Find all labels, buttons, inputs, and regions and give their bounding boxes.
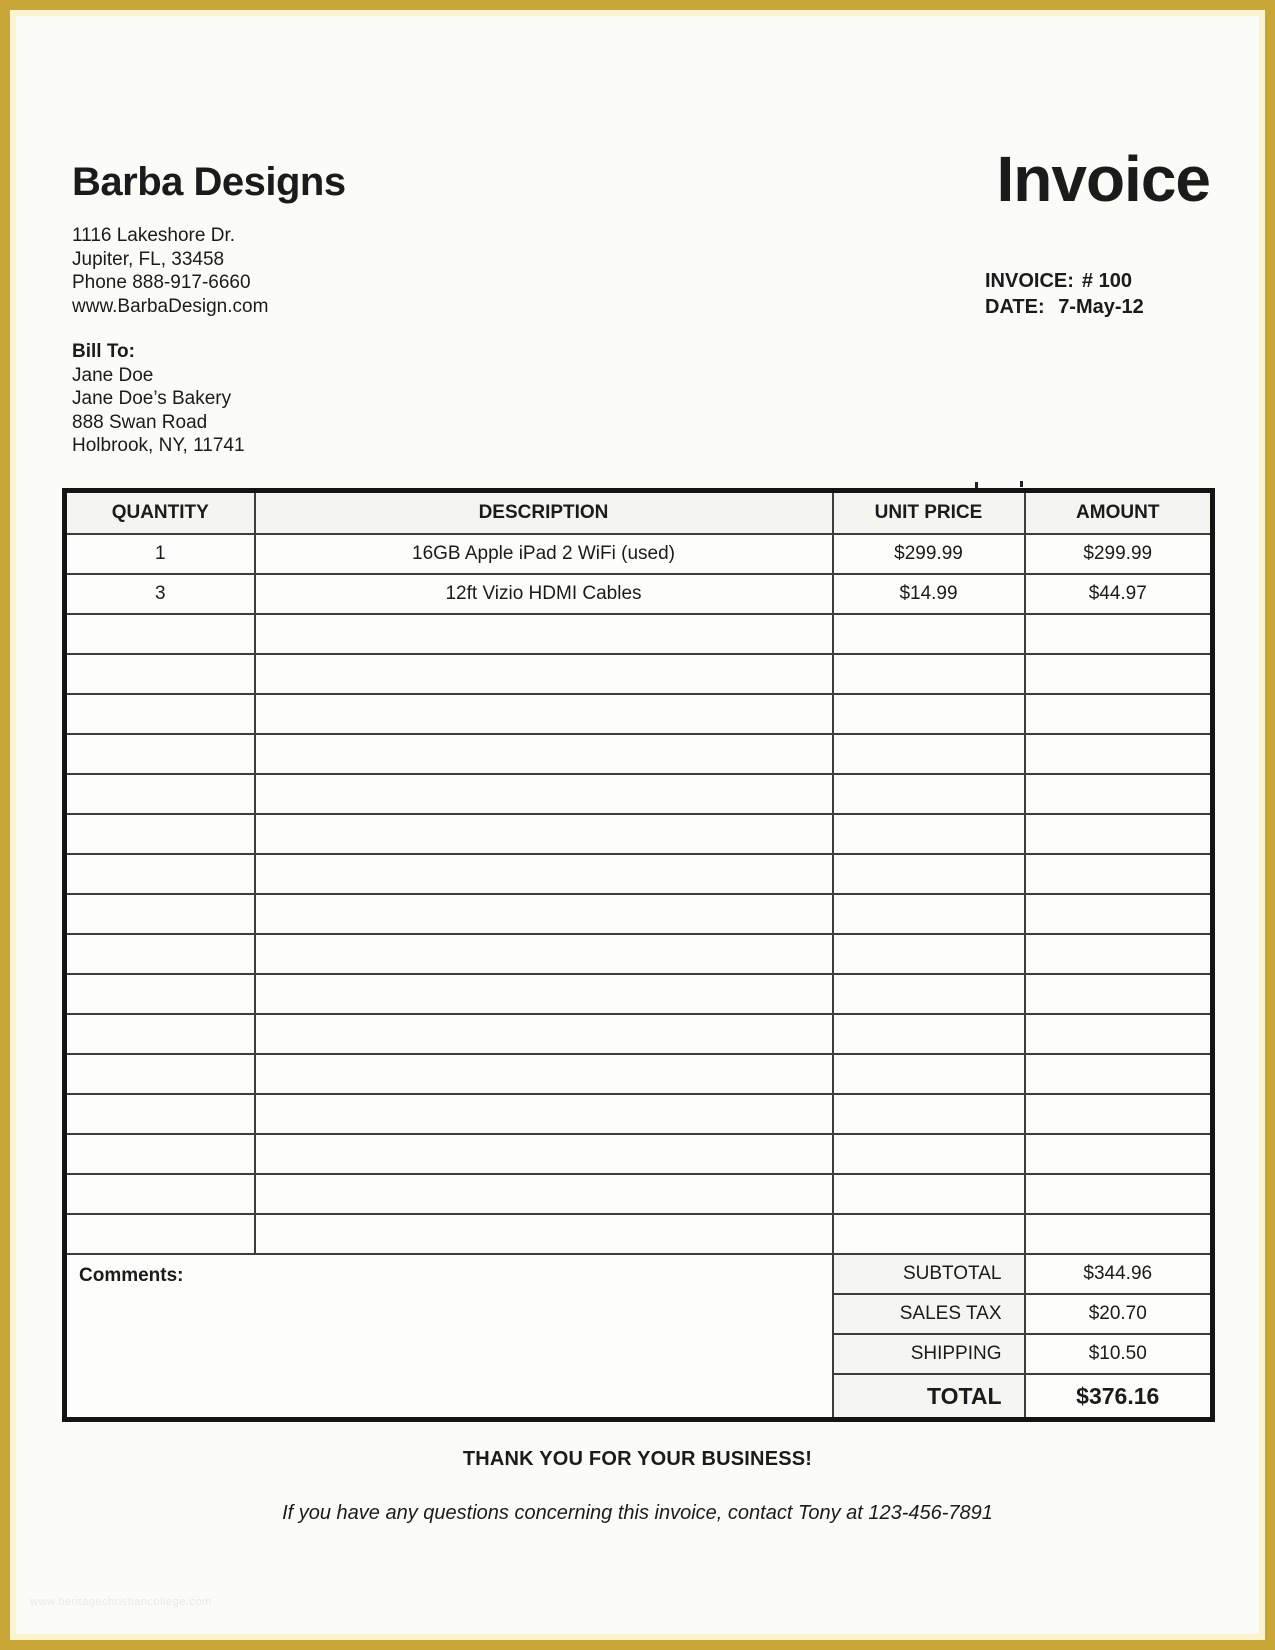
quantity-cell (65, 974, 255, 1014)
column-header-amount: AMOUNT (1025, 491, 1213, 535)
quantity-cell (65, 734, 255, 774)
empty-row (65, 1214, 1213, 1254)
amount-cell (1025, 774, 1213, 814)
unit-price-cell (833, 614, 1025, 654)
amount-cell (1025, 734, 1213, 774)
bill-to-lines (72, 364, 245, 458)
bill-to-label: Bill To: (72, 341, 135, 362)
invoice-date-label: DATE: (985, 296, 1045, 318)
bill-to-block (72, 340, 245, 458)
unit-price-cell (833, 1054, 1025, 1094)
thank-you-message: THANK YOU FOR YOUR BUSINESS! (462, 1448, 813, 1470)
quantity-cell (65, 614, 255, 654)
description-cell (255, 1014, 833, 1054)
quantity-cell (65, 774, 255, 814)
unit-price-cell (833, 854, 1025, 894)
totals-value: $10.50 (1025, 1334, 1213, 1374)
bill-to-line: Holbrook, NY, 11741 (72, 435, 245, 456)
unit-price-cell (833, 1094, 1025, 1134)
invoice-date-value: 7-May-12 (1058, 296, 1144, 318)
unit-price-cell (833, 1014, 1025, 1054)
unit-price-cell (833, 974, 1025, 1014)
empty-row (65, 854, 1213, 894)
description-cell (255, 1054, 833, 1094)
quantity-cell: 3 (65, 574, 255, 614)
totals-label: SHIPPING (833, 1334, 1025, 1374)
quantity-cell (65, 694, 255, 734)
empty-row (65, 694, 1213, 734)
contact-message: If you have any questions concerning this invoice, contact Tony at 123-456-7891 (282, 1502, 993, 1524)
quantity-cell (65, 814, 255, 854)
empty-row (65, 974, 1213, 1014)
description-cell (255, 694, 833, 734)
quantity-cell (65, 1054, 255, 1094)
totals-value: $20.70 (1025, 1294, 1213, 1334)
description-cell (255, 854, 833, 894)
column-header-description: DESCRIPTION (255, 491, 833, 535)
amount-cell (1025, 1214, 1213, 1254)
quantity-cell (65, 1094, 255, 1134)
empty-row (65, 1014, 1213, 1054)
table-header-row (65, 491, 1213, 535)
invoice-meta (985, 268, 1144, 320)
amount-cell (1025, 614, 1213, 654)
amount-cell (1025, 694, 1213, 734)
unit-price-cell (833, 1174, 1025, 1214)
unit-price-cell (833, 1214, 1025, 1254)
quantity-cell (65, 1214, 255, 1254)
item-row (65, 534, 1213, 574)
description-cell: 16GB Apple iPad 2 WiFi (used) (255, 534, 833, 574)
empty-row (65, 614, 1213, 654)
bill-to-line: Jane Doe’s Bakery (72, 388, 232, 409)
quantity-cell (65, 1014, 255, 1054)
quantity-cell (65, 894, 255, 934)
description-cell (255, 934, 833, 974)
column-header-unit-price: UNIT PRICE (833, 491, 1025, 535)
unit-price-cell: $14.99 (833, 574, 1025, 614)
unit-price-cell (833, 1134, 1025, 1174)
empty-row (65, 814, 1213, 854)
company-address-line: www.BarbaDesign.com (72, 295, 269, 317)
bill-to-line: 888 Swan Road (72, 411, 208, 433)
empty-row (65, 1054, 1213, 1094)
unit-price-cell (833, 694, 1025, 734)
unit-price-cell (833, 934, 1025, 974)
totals-label: SUBTOTAL (833, 1254, 1025, 1294)
company-name: Barba Designs (72, 160, 346, 204)
scan-artifact-tick (1020, 481, 1023, 487)
amount-cell: $44.97 (1025, 574, 1213, 614)
unit-price-cell (833, 654, 1025, 694)
item-row (65, 574, 1213, 614)
watermark: www.heritagechristiancollege.com (30, 1596, 212, 1608)
description-cell: 12ft Vizio HDMI Cables (255, 574, 833, 614)
comments-cell: Comments: (65, 1254, 833, 1420)
amount-cell (1025, 1094, 1213, 1134)
amount-cell (1025, 854, 1213, 894)
invoice-table-wrap (62, 488, 1210, 1422)
description-cell (255, 814, 833, 854)
invoice-table (62, 488, 1215, 1422)
unit-price-cell (833, 814, 1025, 854)
unit-price-cell: $299.99 (833, 534, 1025, 574)
empty-row (65, 734, 1213, 774)
totals-value: $376.16 (1025, 1374, 1213, 1420)
description-cell (255, 894, 833, 934)
amount-cell (1025, 1014, 1213, 1054)
invoice-number-value: # 100 (1081, 270, 1132, 292)
company-address (72, 224, 268, 318)
quantity-cell (65, 1134, 255, 1174)
description-cell (255, 654, 833, 694)
empty-row (65, 894, 1213, 934)
scan-artifact-tick (975, 482, 978, 488)
description-cell (255, 1214, 833, 1254)
description-cell (255, 774, 833, 814)
bill-to-line: Jane Doe (72, 364, 154, 386)
quantity-cell (65, 934, 255, 974)
invoice-number-label: INVOICE: (985, 270, 1074, 292)
invoice-title: Invoice (996, 143, 1210, 215)
invoice-number-line (985, 268, 1144, 294)
description-cell (255, 974, 833, 1014)
unit-price-cell (833, 894, 1025, 934)
unit-price-cell (833, 734, 1025, 774)
totals-value: $344.96 (1025, 1254, 1213, 1294)
description-cell (255, 1094, 833, 1134)
description-cell (255, 734, 833, 774)
description-cell (255, 614, 833, 654)
quantity-cell (65, 854, 255, 894)
amount-cell (1025, 654, 1213, 694)
amount-cell (1025, 1174, 1213, 1214)
quantity-cell (65, 1174, 255, 1214)
company-address-line: 1116 Lakeshore Dr. (72, 225, 236, 246)
totals-label: TOTAL (833, 1374, 1025, 1420)
invoice-date-line (985, 294, 1144, 320)
amount-cell (1025, 814, 1213, 854)
totals-label: SALES TAX (833, 1294, 1025, 1334)
description-cell (255, 1134, 833, 1174)
empty-row (65, 654, 1213, 694)
empty-row (65, 774, 1213, 814)
amount-cell (1025, 1054, 1213, 1094)
amount-cell (1025, 894, 1213, 934)
empty-row (65, 1174, 1213, 1214)
company-address-line: Jupiter, FL, 33458 (72, 248, 225, 270)
amount-cell (1025, 934, 1213, 974)
quantity-cell: 1 (65, 534, 255, 574)
description-cell (255, 1174, 833, 1214)
amount-cell (1025, 974, 1213, 1014)
amount-cell: $299.99 (1025, 534, 1213, 574)
quantity-cell (65, 654, 255, 694)
amount-cell (1025, 1134, 1213, 1174)
unit-price-cell (833, 774, 1025, 814)
column-header-quantity: QUANTITY (65, 491, 255, 535)
empty-row (65, 1094, 1213, 1134)
company-address-line: Phone 888-917-6660 (72, 272, 251, 293)
empty-row (65, 1134, 1213, 1174)
empty-row (65, 934, 1213, 974)
totals-row (65, 1254, 1213, 1294)
